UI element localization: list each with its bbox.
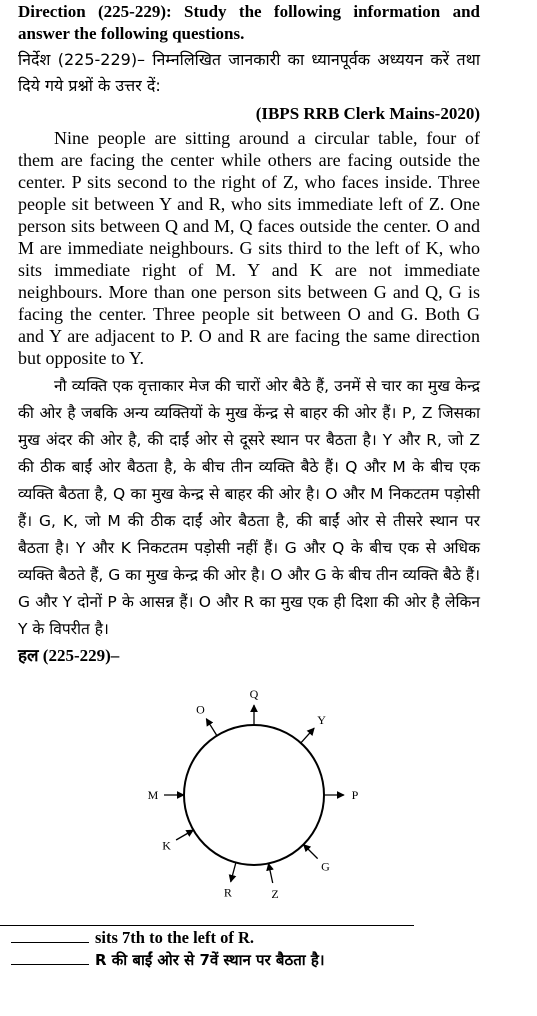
seat-label-m: M [147, 788, 159, 802]
seat-arrow-o [206, 719, 217, 736]
question-text-hindi: R की बाईं ओर से 7वें स्थान पर बैठता है। [95, 951, 325, 969]
direction-english: Direction (225-229): Study the following information and answer the following questions. [18, 2, 480, 43]
question-line-english [11, 928, 254, 948]
answer-blank[interactable] [11, 942, 89, 943]
seat-arrow-k [176, 830, 193, 840]
puzzle-paragraph-english: Nine people are sitting around a circular table, four of them are facing the center while others are facing outside the center. P sits second to the right of Z, who faces inside. Three people sit between Y and R, who sits immediate left of Z. One person sits between Q and M, Q faces outside the center. O and M are immediate neighbours. G sits third to the left of K, who sits immediate right of M. Y and K are not immediate neighbours. More than one person sits between G and Q, G is facing the center. Three people sit between O and G. Both G and Y are adjacent to P. O and R are facing the same direction but opposite to Y. [18, 128, 480, 368]
seat-label-q: Q [249, 687, 259, 701]
puzzle-paragraph-hindi: नौ व्यक्ति एक वृत्ताकार मेज की चारों ओर बैठे हैं, उनमें से चार का मुख केन्द्र की ओर है जबकि अन्य व्यक्तियों के मुख केंन्द्र से बाहर की ओर हैं। P, Z जिसका मुख अंदर की ओर है, की दाईं ओर से दूसरे स्थान पर बैठता है। Y और R, जो Z की ठीक बाईं ओर बैठता है, के बीच तीन व्यक्ति बैठे हैं। Q और M के बीच एक व्यक्ति बैठता है, Q का मुख केन्द्र से बाहर की ओर है। O और M निकटतम पड़ोसी हैं। G, K, जो M की ठीक दाईं ओर बैठता है, की बाईं ओर से तीसरे स्थान पर बैठता है। Y और K निकटतम पड़ोसी नहीं हैं। G और Q के बीच एक से अधिक व्यक्ति बैठते हैं, G का मुख केन्द्र की ओर है। O और G के बीच तीन व्यक्ति बैठे हैं। G और Y दोनों P के आसन्न हैं। O और R का मुख एक ही दिशा की ओर है लेकिन Y के विपरीत है। [18, 377, 480, 638]
separator-line [0, 925, 414, 926]
seat-label-z: Z [271, 886, 279, 901]
seat-arrow-r [231, 863, 236, 882]
document-page [18, 0, 480, 666]
direction-hindi: निर्देश (225-229)– निम्नलिखित जानकारी का ध्यानपूर्वक अध्ययन करें तथा दिये गये प्रश्नों के उत्तर दें: [18, 50, 480, 95]
seat-arrow-y [301, 728, 314, 743]
solution-label: हल (225-229)– [18, 646, 120, 665]
seat-label-p: P [351, 788, 359, 802]
seat-label-y: Y [317, 712, 326, 727]
question-text-english: sits 7th to the left of R. [95, 928, 255, 947]
seat-label-g: G [321, 859, 330, 874]
seat-label-r: R [223, 885, 232, 900]
seat-arrow-z [269, 863, 273, 883]
round-table [184, 725, 324, 865]
question-line-hindi [11, 950, 325, 970]
seating-diagram [147, 687, 359, 901]
exam-source: (IBPS RRB Clerk Mains-2020) [255, 104, 480, 123]
seat-arrow-g [303, 844, 317, 858]
seat-label-o: O [196, 702, 205, 717]
answer-blank[interactable] [11, 964, 89, 965]
seat-label-k: K [162, 838, 171, 853]
